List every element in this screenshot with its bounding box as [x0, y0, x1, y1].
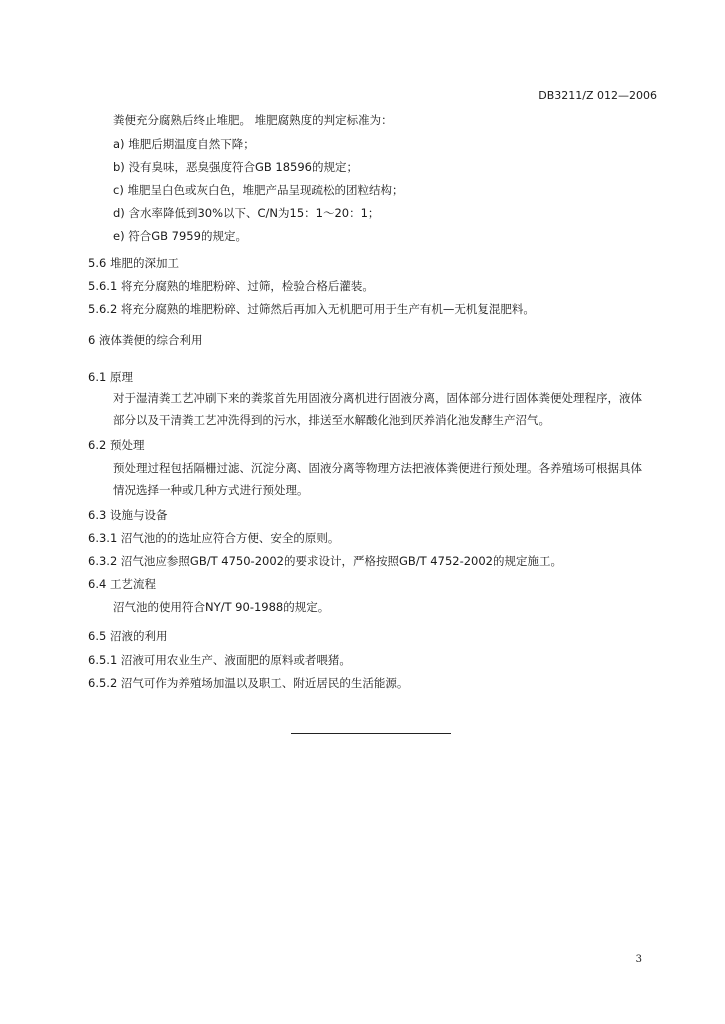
section-6-3-1: 6.3.1 沼气池的的选址应符合方便、安全的原则。 [88, 531, 340, 545]
standard-code: DB3211/Z 012—2006 [538, 89, 657, 102]
section-5-6-heading: 5.6 堆肥的深加工 [88, 256, 179, 270]
section-6-5-1: 6.5.1 沼液可用农业生产、液面肥的原料或者喂猪。 [88, 653, 351, 667]
section-6-4-text: 沼气池的使用符合NY/T 90-1988的规定。 [113, 600, 330, 614]
end-rule [291, 733, 451, 734]
section-6-2-paragraph [88, 457, 650, 501]
section-6-3-heading: 6.3 设施与设备 [88, 508, 168, 522]
page-number: 3 [635, 954, 642, 965]
intro-text: 粪便充分腐熟后终止堆肥。 堆肥腐熟度的判定标准为： [113, 113, 393, 127]
section-6-2-heading: 6.2 预处理 [88, 438, 145, 452]
criteria-e: e) 符合GB 7959的规定。 [113, 229, 247, 243]
criteria-d: d) 含水率降低到30%以下、C/N为15：1～20：1； [113, 206, 380, 220]
criteria-a: a) 堆肥后期温度自然下降； [113, 137, 255, 151]
criteria-b: b) 没有臭味，恶臭强度符合GB 18596的规定； [113, 160, 358, 174]
section-5-6-2: 5.6.2 将充分腐熟的堆肥粉碎、过筛然后再加入无机肥可用于生产有机—无机复混肥料。 [88, 302, 535, 316]
section-6-2-text: 预处理过程包括隔栅过滤、沉淀分离、固液分离等物理方法把液体粪便进行预处理。各养殖场可根据具体情况选择一种或几种方式进行预处理。 [113, 461, 642, 497]
section-6-5-2: 6.5.2 沼气可作为养殖场加温以及职工、附近居民的生活能源。 [88, 676, 409, 690]
section-6-3-2: 6.3.2 沼气池应参照GB/T 4750-2002的要求设计，严格按照GB/T 4752-2002的规定施工。 [88, 554, 562, 568]
section-6-4-heading: 6.4 工艺流程 [88, 577, 156, 591]
section-6-5-heading: 6.5 沼液的利用 [88, 629, 168, 643]
section-5-6-1: 5.6.1 将充分腐熟的堆肥粉碎、过筛，检验合格后灌装。 [88, 279, 374, 293]
section-6-1-heading: 6.1 原理 [88, 370, 133, 384]
section-6-heading: 6 液体粪便的综合利用 [88, 333, 203, 347]
criteria-c: c) 堆肥呈白色或灰白色，堆肥产品呈现疏松的团粒结构； [113, 183, 404, 197]
section-6-1-paragraph [88, 387, 650, 431]
section-6-1-text: 对于湿清粪工艺冲刷下来的粪浆首先用固液分离机进行固液分离，固体部分进行固体粪便处理程序，液体部分以及干清粪工艺冲洗得到的污水，排送至水解酸化池到厌养消化池发酵生产沼气。 [113, 391, 642, 427]
